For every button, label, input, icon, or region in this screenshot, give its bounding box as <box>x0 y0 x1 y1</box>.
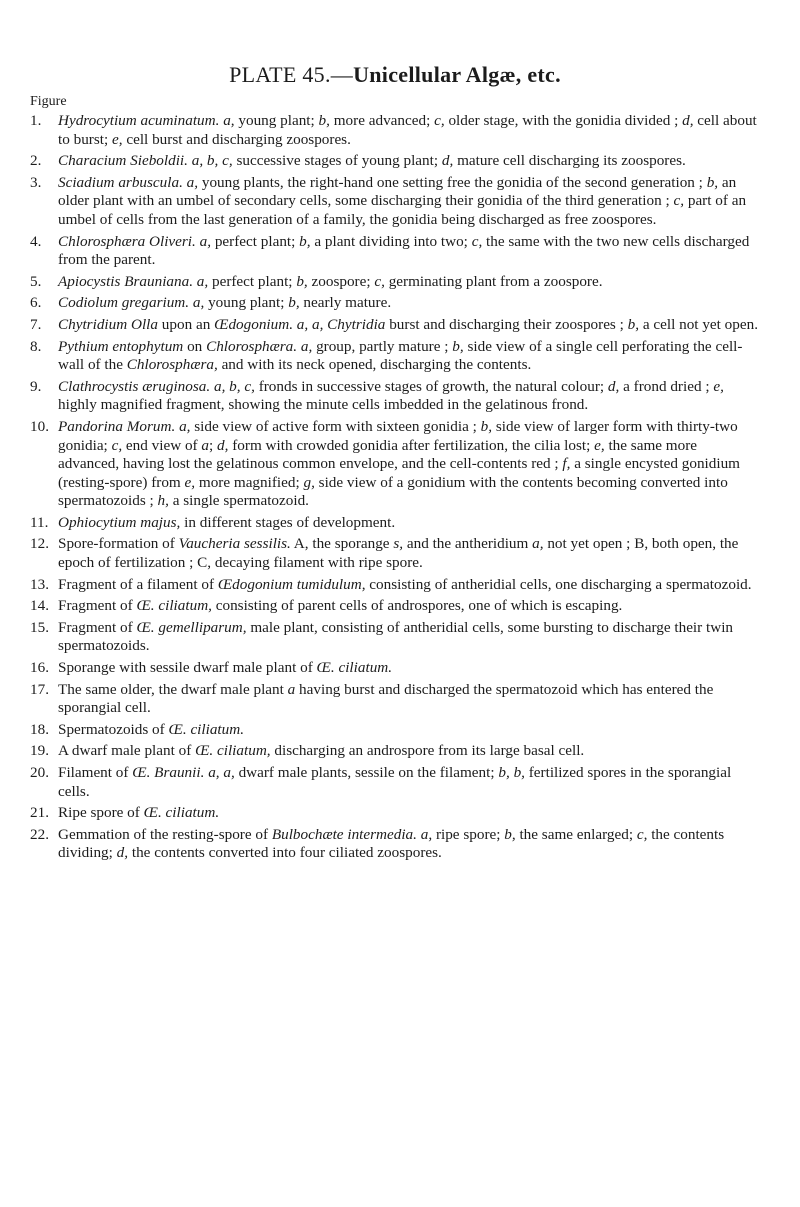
description-text: germinating plant from a zoospore. <box>384 272 603 290</box>
figure-entry <box>30 174 760 230</box>
description-text: ; <box>209 436 218 454</box>
description-text: the same enlarged; <box>515 825 637 843</box>
figure-description <box>58 576 752 593</box>
description-text: A, the sporange <box>290 535 394 553</box>
italic-text: Œ. ciliatum. <box>143 804 220 822</box>
figure-entry <box>30 764 760 801</box>
figure-entry <box>30 378 760 415</box>
description-text: zoospore; <box>307 272 375 290</box>
description-text: Ripe spore of <box>58 804 144 822</box>
italic-text: c, <box>111 436 123 454</box>
figure-entries-list <box>30 112 760 863</box>
figure-entry <box>30 514 760 533</box>
figure-description <box>58 338 742 374</box>
figure-description <box>58 378 724 414</box>
description-text: nearly mature. <box>299 294 392 312</box>
italic-text: c, <box>434 112 445 129</box>
italic-text: Vaucheria sessilis. <box>178 535 291 553</box>
description-text: group, partly mature ; <box>312 337 453 355</box>
italic-text: Œ. ciliatum, <box>136 597 212 615</box>
figure-entry <box>30 597 760 616</box>
figure-description <box>58 514 395 531</box>
italic-text: Œ. Braunii. <box>132 764 205 781</box>
italic-text: Œdogonium tumidulum, <box>217 575 366 593</box>
description-text: upon an <box>158 315 215 333</box>
figure-description <box>58 597 622 614</box>
description-text: side view of larger form with thirty-two gonidia; <box>58 417 738 454</box>
italic-text: Œ. ciliatum. <box>168 720 245 738</box>
figure-number: 9. <box>30 377 42 395</box>
figure-number: 19. <box>30 742 49 760</box>
figure-description <box>58 273 603 290</box>
description-text: successive stages of young plant; <box>232 152 442 170</box>
italic-text: a, b, c, <box>213 377 255 395</box>
figure-entry <box>30 294 760 313</box>
figure-number: 18. <box>30 720 49 738</box>
italic-text: e, <box>594 436 605 454</box>
figure-number: 4. <box>30 232 42 250</box>
description-text: side view of active form with sixteen gonidia ; <box>190 417 481 435</box>
italic-text: e, <box>184 473 196 491</box>
italic-text: a, <box>199 232 212 250</box>
italic-text: Œ. gemelliparum, <box>136 618 247 636</box>
figure-number: 3. <box>30 173 42 191</box>
description-text: cell about to burst; <box>58 112 757 148</box>
figure-description <box>58 764 731 800</box>
italic-text: Chlorosphæra, <box>126 356 218 374</box>
plate-number: PLATE 45. <box>229 62 331 87</box>
description-text: in different stages of development. <box>180 513 396 531</box>
description-text: the same more advanced, having lost the gelatinous common envelope, and the cell-contents red ; <box>58 436 697 473</box>
italic-text: g, <box>303 473 315 491</box>
figure-description <box>58 316 758 333</box>
italic-text: b, <box>706 173 719 191</box>
italic-text: Codiolum gregarium. <box>58 294 190 312</box>
figure-number: 13. <box>30 575 49 593</box>
italic-text: Œ. ciliatum, <box>195 742 271 760</box>
description-text: Fragment of <box>58 618 137 636</box>
figure-entry <box>30 742 760 761</box>
italic-text: e, <box>713 377 724 395</box>
description-text: perfect plant; <box>211 232 300 250</box>
figure-number: 14. <box>30 597 49 615</box>
description-text: Spore-formation of <box>58 535 179 553</box>
description-text: highly magnified fragment, showing the minute cells imbedded in the gelatinous frond. <box>58 396 589 414</box>
italic-text: b, <box>288 294 300 312</box>
figure-description <box>58 535 738 571</box>
italic-text: Chlorosphæra. <box>206 337 298 355</box>
italic-text: b, <box>299 232 311 250</box>
figure-number: 15. <box>30 618 49 636</box>
figure-number: 6. <box>30 294 42 312</box>
description-text: a single encysted gonidium (resting-spore) from <box>58 455 740 491</box>
figure-description <box>58 681 713 717</box>
figure-entry <box>30 721 760 740</box>
description-text: end view of <box>122 436 202 454</box>
italic-text: Bulbochæte intermedia. <box>271 825 417 843</box>
description-text: a cell not yet open. <box>639 315 758 333</box>
figure-description <box>58 804 219 821</box>
italic-text: Œ. ciliatum. <box>316 659 393 677</box>
figure-description <box>58 174 746 228</box>
figure-number: 1. <box>30 112 42 129</box>
italic-text: a, <box>186 173 199 191</box>
italic-text: d, <box>116 844 129 862</box>
italic-text: d, <box>441 152 454 170</box>
italic-text: a, <box>420 825 433 843</box>
italic-text: b, <box>480 417 493 435</box>
figure-entry <box>30 659 760 678</box>
italic-text: Pandorina Morum. <box>58 417 176 435</box>
figure-number: 10. <box>30 417 49 435</box>
italic-text: d, <box>682 112 694 129</box>
description-text: a frond dried ; <box>619 377 714 395</box>
italic-text: Œdogonium. <box>214 315 293 333</box>
figure-entry <box>30 681 760 718</box>
italic-text: b, <box>627 315 640 333</box>
figure-number: 11. <box>30 513 49 531</box>
italic-text: b, <box>296 272 308 290</box>
description-text: young plant; <box>234 112 319 129</box>
italic-text: Characium Sieboldii. <box>58 152 188 170</box>
description-text: consisting of parent cells of androspores, one of which is escaping. <box>211 597 623 615</box>
figure-description <box>58 659 392 676</box>
italic-text: a, <box>300 337 313 355</box>
description-text: side view of a single cell perforating the cell-wall of the <box>58 337 743 374</box>
italic-text: s, <box>393 535 404 553</box>
plate-title <box>30 62 760 88</box>
italic-text: Chytridium Olla <box>58 315 158 333</box>
figure-number: 12. <box>30 535 49 553</box>
figure-number: 8. <box>30 337 42 355</box>
figure-entry <box>30 338 760 375</box>
italic-text: a, <box>196 272 209 290</box>
figure-number: 20. <box>30 764 49 781</box>
description-text: young plants, the right-hand one setting free the gonidia of the second generation ; <box>198 173 707 191</box>
italic-text: a, b, c, <box>191 152 233 170</box>
figure-number: 2. <box>30 152 42 170</box>
description-text: The same older, the dwarf male plant <box>58 680 288 698</box>
italic-text: a, <box>223 112 235 129</box>
italic-text: b, <box>318 112 330 129</box>
description-text: young plant; <box>204 294 289 312</box>
description-text: a plant dividing into two; <box>310 232 472 250</box>
description-text: on <box>183 337 207 355</box>
figure-description <box>58 112 757 148</box>
italic-text: b, <box>504 825 516 843</box>
figure-entry <box>30 273 760 292</box>
italic-text: d, <box>217 436 229 454</box>
description-text: cell burst and discharging zoospores. <box>122 130 351 148</box>
italic-text: b, b, <box>498 764 525 781</box>
figure-description <box>58 152 686 169</box>
figure-label: Figure <box>30 94 67 109</box>
italic-text: d, <box>607 377 620 395</box>
description-text: ripe spore; <box>432 825 505 843</box>
description-text: perfect plant; <box>208 272 297 290</box>
figure-entry <box>30 619 760 656</box>
description-text: mature cell discharging its zoospores. <box>453 152 686 170</box>
plate-subject: Unicellular Algæ, etc. <box>353 62 561 87</box>
italic-text: h, <box>157 492 169 510</box>
italic-text: e, <box>112 130 123 148</box>
italic-text: a, a, <box>208 764 235 781</box>
figure-entry <box>30 535 760 572</box>
description-text: an older plant with an umbel of secondary cells, some discharging their gonidia of the third generation ; <box>58 173 737 210</box>
figure-entry <box>30 112 760 149</box>
description-text: Fragment of <box>58 597 137 615</box>
description-text: A dwarf male plant of <box>58 742 196 760</box>
figure-number: 5. <box>30 272 42 290</box>
figure-description <box>58 721 244 738</box>
figure-entry <box>30 576 760 595</box>
figure-description <box>58 742 584 759</box>
figure-description <box>58 233 749 269</box>
italic-text: Pythium entophytum <box>58 337 184 355</box>
description-text: Fragment of a filament of <box>58 575 218 593</box>
title-dash: — <box>330 62 354 87</box>
figure-entry <box>30 804 760 823</box>
italic-text: c, <box>673 192 685 210</box>
description-text: the contents dividing; <box>58 825 725 862</box>
description-text: dwarf male plants, sessile on the filament; <box>234 764 499 781</box>
description-text: burst and discharging their zoospores ; <box>385 315 628 333</box>
figure-entry <box>30 316 760 335</box>
figure-number: 16. <box>30 659 49 677</box>
figure-number: 21. <box>30 804 49 822</box>
italic-text: Clathrocystis æruginosa. <box>58 377 211 395</box>
figure-entry <box>30 826 760 863</box>
figure-description <box>58 418 740 509</box>
figure-description <box>58 294 391 311</box>
italic-text: c, <box>636 825 648 843</box>
description-text: the contents converted into four ciliated zoospores. <box>128 844 442 862</box>
italic-text: a, <box>179 417 191 435</box>
description-text: the same with the two new cells discharged from the parent. <box>58 232 750 269</box>
description-text: discharging an androspore from its large basal cell. <box>270 742 585 760</box>
description-text: Spermatozoids of <box>58 720 169 738</box>
italic-text: Chlorosphæra Oliveri. <box>58 232 196 250</box>
description-text: and with its neck opened, discharging the contents. <box>217 356 532 374</box>
figure-number: 7. <box>30 315 42 333</box>
description-text: Gemmation of the resting-spore of <box>58 825 272 843</box>
italic-text: Apiocystis Brauniana. <box>58 272 193 290</box>
italic-text: a <box>201 436 210 454</box>
figure-entry <box>30 233 760 270</box>
italic-text: Hydrocytium acuminatum. <box>58 112 220 129</box>
description-text: fertilized spores in the sporangial cells. <box>58 764 732 800</box>
italic-text: b, <box>452 337 464 355</box>
figure-description <box>58 826 724 862</box>
description-text: a single spermatozoid. <box>168 492 309 510</box>
description-text: Sporange with sessile dwarf male plant of <box>58 659 317 677</box>
description-text: consisting of antheridial cells, one discharging a spermatozoid. <box>365 575 752 593</box>
description-text: and the antheridium <box>403 535 533 553</box>
italic-text: a, <box>532 535 544 553</box>
description-text: male plant, consisting of antheridial cells, some bursting to discharge their twin spermatozoids. <box>58 618 734 655</box>
italic-text: a, <box>192 294 205 312</box>
figure-description <box>58 619 733 655</box>
italic-text: Ophiocytium majus, <box>58 513 181 531</box>
italic-text: f, <box>562 455 571 473</box>
italic-text: a <box>287 680 296 698</box>
description-text: having burst and discharged the spermatozoid which has entered the sporangial cell. <box>58 680 714 717</box>
figure-entry <box>30 152 760 171</box>
description-text: Filament of <box>58 764 133 781</box>
italic-text: Sciadium arbuscula. <box>58 173 183 191</box>
description-text: side view of a gonidium with the contents becoming converted into spermatozoids ; <box>58 473 728 510</box>
italic-text: c, <box>471 232 483 250</box>
description-text: more advanced; <box>329 112 435 129</box>
figure-number: 17. <box>30 680 49 698</box>
description-text: form with crowded gonidia after fertilization, the cilia lost; <box>228 436 595 454</box>
description-text: not yet open ; B, both open, the epoch of fertilization ; C, decaying filament with ripe spore. <box>58 535 739 572</box>
description-text: older stage, with the gonidia divided ; <box>444 112 683 129</box>
description-text: more magnified; <box>195 473 304 491</box>
figure-entry <box>30 418 760 511</box>
italic-text: c, <box>374 272 385 290</box>
description-text: part of an umbel of cells from the last generation of a family, the gonidia being discharged as free zoospores. <box>58 192 747 228</box>
figure-number: 22. <box>30 825 49 843</box>
description-text: fronds in successive stages of growth, the natural colour; <box>254 377 608 395</box>
italic-text: a, a, Chytridia <box>296 315 386 333</box>
